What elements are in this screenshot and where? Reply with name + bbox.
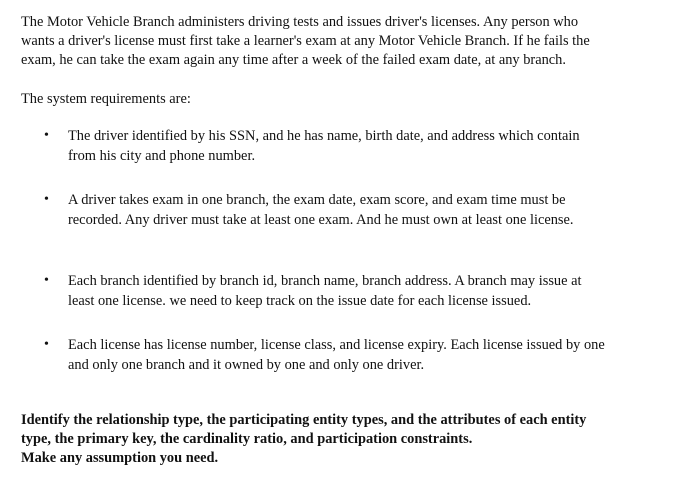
intro-line: exam, he can take the exam again any time after a week of the failed exam date, at any branch. [21,52,566,68]
requirement-line: from his city and phone number. [68,148,256,164]
task-line: Identify the relationship type, the participating entity types, and the attributes of each entity [21,412,587,428]
requirement-text [68,335,668,375]
requirement-line: A driver takes exam in one branch, the exam date, exam score, and exam time must be [68,192,566,208]
requirement-text [68,190,668,230]
bullet-icon: • [44,337,49,352]
requirement-line: recorded. Any driver must take at least one exam. And he must own at least one license. [68,212,574,228]
requirement-line: and only one branch and it owned by one and only one driver. [68,357,425,373]
requirement-line: least one license. we need to keep track on the issue date for each license issued. [68,293,532,309]
requirement-line: Each branch identified by branch id, branch name, branch address. A branch may issue at [68,273,582,289]
requirement-text [68,271,668,311]
intro-line: The Motor Vehicle Branch administers driving tests and issues driver's licenses. Any person who [21,14,579,30]
bullet-icon: • [44,192,49,207]
bullet-icon: • [44,273,49,288]
requirement-line: Each license has license number, license class, and license expiry. Each license issued by one [68,337,605,353]
task-line: Make any assumption you need. [21,450,219,466]
requirement-line: The driver identified by his SSN, and he has name, birth date, and address which contain [68,128,580,144]
bullet-icon: • [44,128,49,143]
task-line: type, the primary key, the cardinality ratio, and participation constraints. [21,431,473,447]
requirement-text [68,126,668,166]
intro-paragraph [21,13,661,70]
intro-line: wants a driver's license must first take a learner's exam at any Motor Vehicle Branch. If he fails the [21,33,590,49]
requirements-heading: The system requirements are: [21,91,191,107]
task-instructions [21,411,681,468]
